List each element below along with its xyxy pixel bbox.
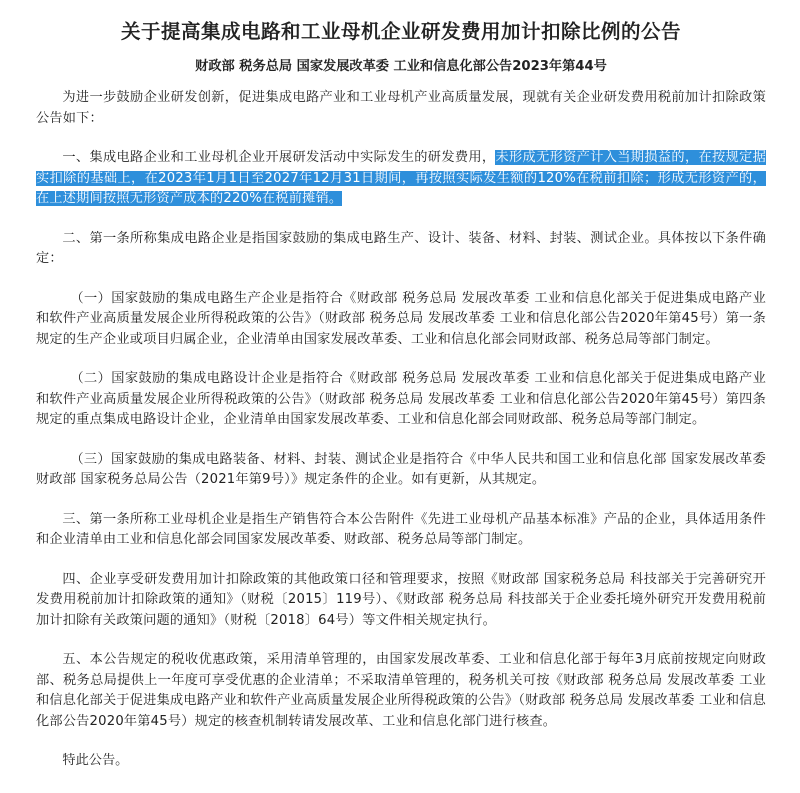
section-2-3-paragraph: （三）国家鼓励的集成电路装备、材料、封装、测试企业是指符合《中华人民共和国工业和信息化部 国家发展改革委 财政部 国家税务总局公告（2021年第9号）》规定条件的企业。如有更新，从其规定。 <box>36 451 766 487</box>
section-4-paragraph: 四、企业享受研发费用加计扣除政策的其他政策口径和管理要求，按照《财政部 国家税务总局 科技部关于完善研究开发费用税前加计扣除政策的通知》（财税〔2015〕119号）、《财政部 税务总局 科技部关于企业委托境外研究开发费用税前加计扣除有关政策问题的通知》（财税〔2018〕64号）等文件相关规定执行。 <box>36 571 766 628</box>
intro-paragraph: 为进一步鼓励企业研发创新，促进集成电路产业和工业母机产业高质量发展，现就有关企业研发费用税前加计扣除政策公告如下： <box>36 90 766 126</box>
section-1-text[interactable]: 一、集成电路企业和工业母机企业开展研发活动中实际发生的研发费用， <box>62 150 496 165</box>
section-5-paragraph: 五、本公告规定的税收优惠政策，采用清单管理的，由国家发展改革委、工业和信息化部于每年3月底前按规定向财政部、税务总局提供上一年度可享受优惠的企业清单；不采取清单管理的，税务机关可按《财政部 税务总局 发展改革委 工业和信息化部关于促进集成电路产业和软件产业高质量发展企业所得税政策的公告》（财政部 税务总局 发展改革委 工业和信息化部公告2020年第45号）规定的核查机制转请发展改革、工业和信息化部门进行核查。 <box>36 652 766 729</box>
document-title: 关于提高集成电路和工业母机企业研发费用加计扣除比例的公告 <box>120 20 681 43</box>
section-2-1-paragraph: （一）国家鼓励的集成电路生产企业是指符合《财政部 税务总局 发展改革委 工业和信息化部关于促进集成电路产业和软件产业高质量发展企业所得税政策的公告》（财政部 税务总局 发展改革委 工业和信息化部公告2020年第45号）第一条规定的生产企业或项目归属企业，企业清单由国家发展改革委、工业和信息化部会同财政部、税务总局等部门制定。 <box>36 290 766 347</box>
selected-text-highlight[interactable]: 未形成无形资产计入当期损益的，在按规定据实扣除的基础上，在2023年1月1日至2027年12月31日期间，再按照实际发生额的120%在税前扣除；形成无形资产的，在上述期间按照无形资产成本的220%在税前摊销。 <box>36 150 766 206</box>
section-1-paragraph[interactable] <box>36 148 766 210</box>
closing-line: 特此公告。 <box>62 753 129 768</box>
section-2-2-paragraph: （二）国家鼓励的集成电路设计企业是指符合《财政部 税务总局 发展改革委 工业和信息化部关于促进集成电路产业和软件产业高质量发展企业所得税政策的公告》（财政部 税务总局 发展改革委 工业和信息化部公告2020年第45号）第四条规定的重点集成电路设计企业，企业清单由国家发展改革委、工业和信息化部会同财政部、税务总局等部门制定。 <box>36 371 766 427</box>
section-2-paragraph: 二、第一条所称集成电路企业是指国家鼓励的集成电路生产、设计、装备、材料、封装、测试企业。具体按以下条件确定： <box>36 230 766 266</box>
section-3-paragraph: 三、第一条所称工业母机企业是指生产销售符合本公告附件《先进工业母机产品基本标准》产品的企业，具体适用条件和企业清单由工业和信息化部会同国家发展改革委、财政部、税务总局等部门制定。 <box>36 511 766 547</box>
document-subtitle: 财政部 税务总局 国家发展改革委 工业和信息化部公告2023年第44号 <box>195 59 607 74</box>
